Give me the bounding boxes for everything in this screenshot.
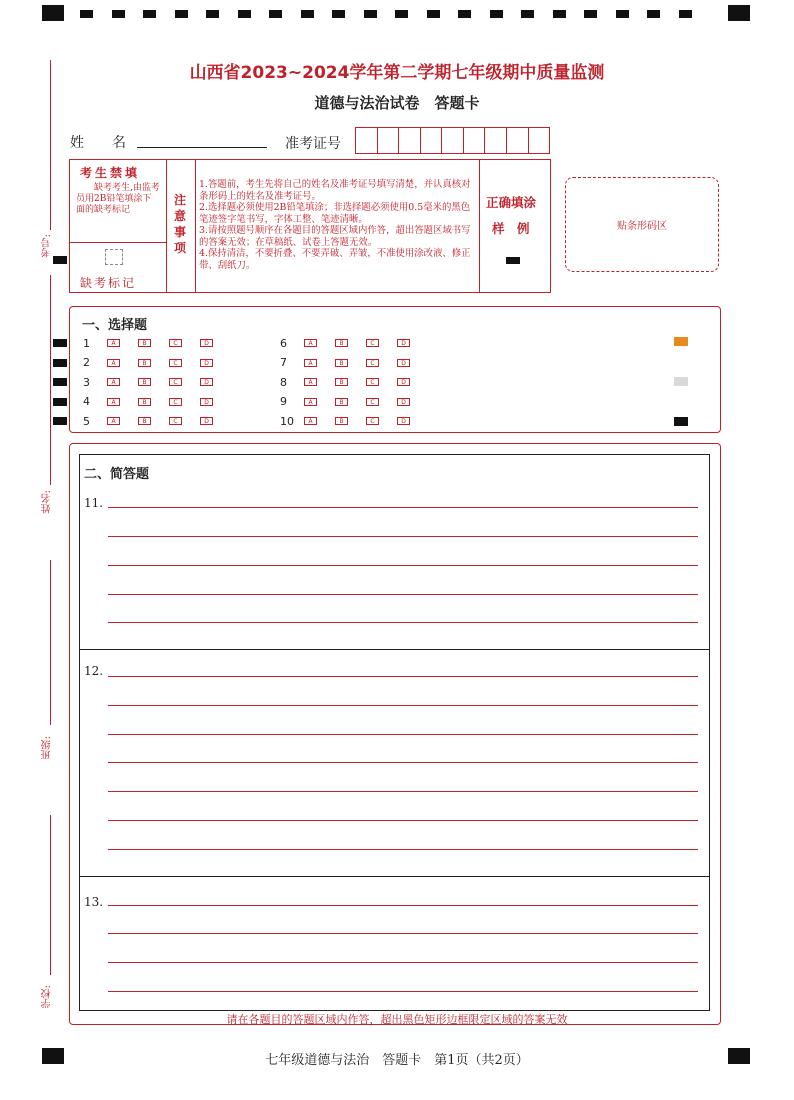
answer-line[interactable] xyxy=(108,507,698,508)
swatch-black xyxy=(674,417,688,426)
option-bubble-a[interactable]: A xyxy=(107,359,120,367)
question-number-11: 11. xyxy=(84,496,104,510)
option-bubble-d[interactable]: D xyxy=(397,378,410,386)
row-timing-mark xyxy=(53,359,67,367)
timing-mark xyxy=(301,10,314,18)
choice-question-row xyxy=(280,356,428,370)
exam-id-cell[interactable] xyxy=(464,128,486,153)
divider xyxy=(166,159,167,293)
timing-mark xyxy=(616,10,629,18)
option-bubble-c[interactable]: C xyxy=(366,378,379,386)
divider xyxy=(195,159,196,293)
exam-id-label: 准考证号 xyxy=(285,136,341,152)
notice-title-char: 意 xyxy=(174,209,187,223)
timing-mark xyxy=(143,10,156,18)
answer-line[interactable] xyxy=(108,705,698,706)
section-choice-title: 一、选择题 xyxy=(82,318,148,333)
choice-question-number: 5 xyxy=(83,414,90,428)
option-bubble-d[interactable]: D xyxy=(200,398,213,406)
option-bubble-b[interactable]: B xyxy=(335,359,348,367)
side-label-class: 班级: xyxy=(42,736,53,760)
exam-id-cell[interactable] xyxy=(485,128,507,153)
exam-id-cell[interactable] xyxy=(356,128,378,153)
choice-question-number: 1 xyxy=(83,336,90,350)
side-label-exam-id: 考号: xyxy=(42,234,53,258)
question-number-13: 13. xyxy=(84,895,104,909)
notice-title xyxy=(174,192,190,256)
corner-mark-top-right xyxy=(728,5,750,21)
option-bubble-b[interactable]: B xyxy=(138,339,151,347)
answer-line[interactable] xyxy=(108,820,698,821)
answer-line[interactable] xyxy=(108,905,698,906)
option-bubble-b[interactable]: B xyxy=(335,417,348,425)
divider xyxy=(69,242,166,243)
option-bubble-a[interactable]: A xyxy=(107,339,120,347)
alignment-mark xyxy=(53,256,67,264)
timing-mark xyxy=(332,10,345,18)
exam-id-cell[interactable] xyxy=(378,128,400,153)
notice-item: 2.选择题必须使用2B铅笔填涂；非选择题必须使用0.5毫米的黑色笔迹签字笔书写，字体工整、笔迹清晰。 xyxy=(199,202,471,225)
timing-mark xyxy=(427,10,440,18)
notice-title-char: 注 xyxy=(174,193,187,207)
choice-question-number: 8 xyxy=(280,375,287,389)
timing-mark xyxy=(584,10,597,18)
choice-question-row xyxy=(280,414,428,428)
row-timing-mark xyxy=(53,378,67,386)
choice-question-number: 10 xyxy=(280,414,294,428)
barcode-area xyxy=(565,177,719,272)
timing-mark xyxy=(395,10,408,18)
notice-item: 4.保持清洁，不要折叠、不要弄破、弄皱，不准使用涂改液、修正带、刮纸刀。 xyxy=(199,248,471,271)
option-bubble-d[interactable]: D xyxy=(200,417,213,425)
answer-line[interactable] xyxy=(108,676,698,677)
swatch-gray xyxy=(674,377,688,386)
exam-id-cell[interactable] xyxy=(507,128,529,153)
option-bubble-c[interactable]: C xyxy=(169,359,182,367)
section-short-answer-title: 二、简答题 xyxy=(84,467,150,482)
timing-mark xyxy=(175,10,188,18)
choice-question-row xyxy=(83,395,231,409)
swatch-orange xyxy=(674,337,688,346)
choice-question-row xyxy=(83,375,231,389)
option-bubble-b[interactable]: B xyxy=(138,359,151,367)
option-bubble-c[interactable]: C xyxy=(366,417,379,425)
option-bubble-b[interactable]: B xyxy=(138,378,151,386)
option-bubble-c[interactable]: C xyxy=(169,339,182,347)
timing-mark xyxy=(269,10,282,18)
option-bubble-d[interactable]: D xyxy=(397,359,410,367)
answer-line[interactable] xyxy=(108,849,698,850)
notice-title-char: 项 xyxy=(174,241,187,255)
option-bubble-b[interactable]: B xyxy=(335,378,348,386)
binding-line xyxy=(50,60,51,230)
option-bubble-d[interactable]: D xyxy=(200,359,213,367)
timing-mark xyxy=(112,10,125,18)
option-bubble-d[interactable]: D xyxy=(397,339,410,347)
option-bubble-b[interactable]: B xyxy=(335,398,348,406)
timing-mark xyxy=(553,10,566,18)
choice-question-row xyxy=(83,356,231,370)
option-bubble-b[interactable]: B xyxy=(335,339,348,347)
option-bubble-c[interactable]: C xyxy=(366,398,379,406)
choice-question-row xyxy=(83,336,231,350)
answer-line[interactable] xyxy=(108,933,698,934)
row-timing-mark xyxy=(53,339,67,347)
answer-line[interactable] xyxy=(108,791,698,792)
exam-id-cell[interactable] xyxy=(442,128,464,153)
q-divider xyxy=(79,876,710,877)
option-bubble-b[interactable]: B xyxy=(138,398,151,406)
timing-mark xyxy=(238,10,251,18)
page-subtitle: 道德与法治试卷 答题卡 xyxy=(314,94,480,112)
option-bubble-c[interactable]: C xyxy=(366,359,379,367)
choice-question-number: 4 xyxy=(83,395,90,408)
notice-items xyxy=(199,179,476,271)
exam-id-cell[interactable] xyxy=(421,128,443,153)
footer-page-info: 七年级道德与法治 答题卡 第1页（共2页） xyxy=(265,1053,529,1068)
option-bubble-a[interactable]: A xyxy=(304,378,317,386)
divider xyxy=(479,159,480,293)
absent-checkbox[interactable] xyxy=(105,249,123,265)
option-bubble-a[interactable]: A xyxy=(107,398,120,406)
side-label-name: 姓名: xyxy=(42,490,53,514)
timing-mark xyxy=(80,10,93,18)
option-bubble-c[interactable]: C xyxy=(169,378,182,386)
option-bubble-c[interactable]: C xyxy=(169,398,182,406)
timing-mark xyxy=(458,10,471,18)
option-bubble-b[interactable]: B xyxy=(138,417,151,425)
sample-label-2: 样 例 xyxy=(492,221,530,236)
option-bubble-a[interactable]: A xyxy=(304,339,317,347)
sample-label-1: 正确填涂 xyxy=(486,195,537,210)
name-field[interactable] xyxy=(137,147,267,148)
notice-title-char: 事 xyxy=(174,225,187,239)
option-bubble-a[interactable]: A xyxy=(107,417,120,425)
absent-mark-label: 缺考标记 xyxy=(80,276,137,290)
timing-mark xyxy=(647,10,660,18)
option-bubble-d[interactable]: D xyxy=(200,378,213,386)
name-label: 姓 名 xyxy=(70,135,126,151)
sample-filled-mark xyxy=(506,257,520,264)
choice-question-number: 2 xyxy=(83,356,90,369)
exam-id-boxes[interactable] xyxy=(355,127,550,154)
absent-title: 考生禁填 xyxy=(80,166,141,180)
timing-mark xyxy=(206,10,219,18)
answer-line[interactable] xyxy=(108,962,698,963)
row-timing-mark xyxy=(53,398,67,406)
choice-question-number: 3 xyxy=(83,375,90,389)
choice-question-row xyxy=(280,395,428,409)
question-number-12: 12. xyxy=(84,664,104,678)
option-bubble-c[interactable]: C xyxy=(169,417,182,425)
answer-line[interactable] xyxy=(108,734,698,735)
answer-line[interactable] xyxy=(108,594,698,595)
timing-mark xyxy=(521,10,534,18)
answer-line[interactable] xyxy=(108,565,698,566)
section-short-answer-inner xyxy=(79,454,710,1011)
notice-item: 1.答题前，考生先将自己的姓名及准考证号填写清楚，并认真核对条形码上的姓名及准考证号。 xyxy=(199,179,471,202)
answer-line[interactable] xyxy=(108,536,698,537)
option-bubble-a[interactable]: A xyxy=(304,417,317,425)
row-timing-mark xyxy=(53,417,67,425)
choice-question-row xyxy=(280,375,428,389)
option-bubble-d[interactable]: D xyxy=(397,417,410,425)
choice-question-number: 7 xyxy=(280,356,287,369)
choice-question-row xyxy=(280,336,428,350)
timing-mark xyxy=(364,10,377,18)
option-bubble-c[interactable]: C xyxy=(366,339,379,347)
notice-item: 3.请按照题号顺序在各题目的答题区域内作答，超出答题区域书写的答案无效；在草稿纸、试卷上答题无效。 xyxy=(199,225,471,248)
timing-mark xyxy=(679,10,692,18)
page-title: 山西省2023~2024学年第二学期七年级期中质量监测 xyxy=(189,63,605,83)
option-bubble-a[interactable]: A xyxy=(304,359,317,367)
answer-line[interactable] xyxy=(108,991,698,992)
option-bubble-a[interactable]: A xyxy=(304,398,317,406)
footer-warning: 请在各题目的答题区域内作答，超出黑色矩形边框限定区域的答案无效 xyxy=(226,1013,568,1026)
timing-mark xyxy=(490,10,503,18)
exam-id-cell[interactable] xyxy=(529,128,550,153)
q-divider xyxy=(79,649,710,650)
binding-line xyxy=(50,560,51,725)
answer-line[interactable] xyxy=(108,622,698,623)
choice-question-row xyxy=(83,414,231,428)
option-bubble-d[interactable]: D xyxy=(397,398,410,406)
option-bubble-a[interactable]: A xyxy=(107,378,120,386)
option-bubble-d[interactable]: D xyxy=(200,339,213,347)
binding-line xyxy=(50,815,51,975)
side-label-school: 学校: xyxy=(42,985,53,1009)
barcode-label: 贴条形码区 xyxy=(617,221,667,232)
absent-text: 缺考考生,由监考员用2B铅笔填涂下面的缺考标记 xyxy=(76,183,160,215)
corner-mark-top-left xyxy=(42,5,64,21)
binding-line xyxy=(50,275,51,485)
choice-question-number: 9 xyxy=(280,395,287,408)
choice-question-number: 6 xyxy=(280,336,287,350)
exam-id-cell[interactable] xyxy=(399,128,421,153)
answer-line[interactable] xyxy=(108,762,698,763)
